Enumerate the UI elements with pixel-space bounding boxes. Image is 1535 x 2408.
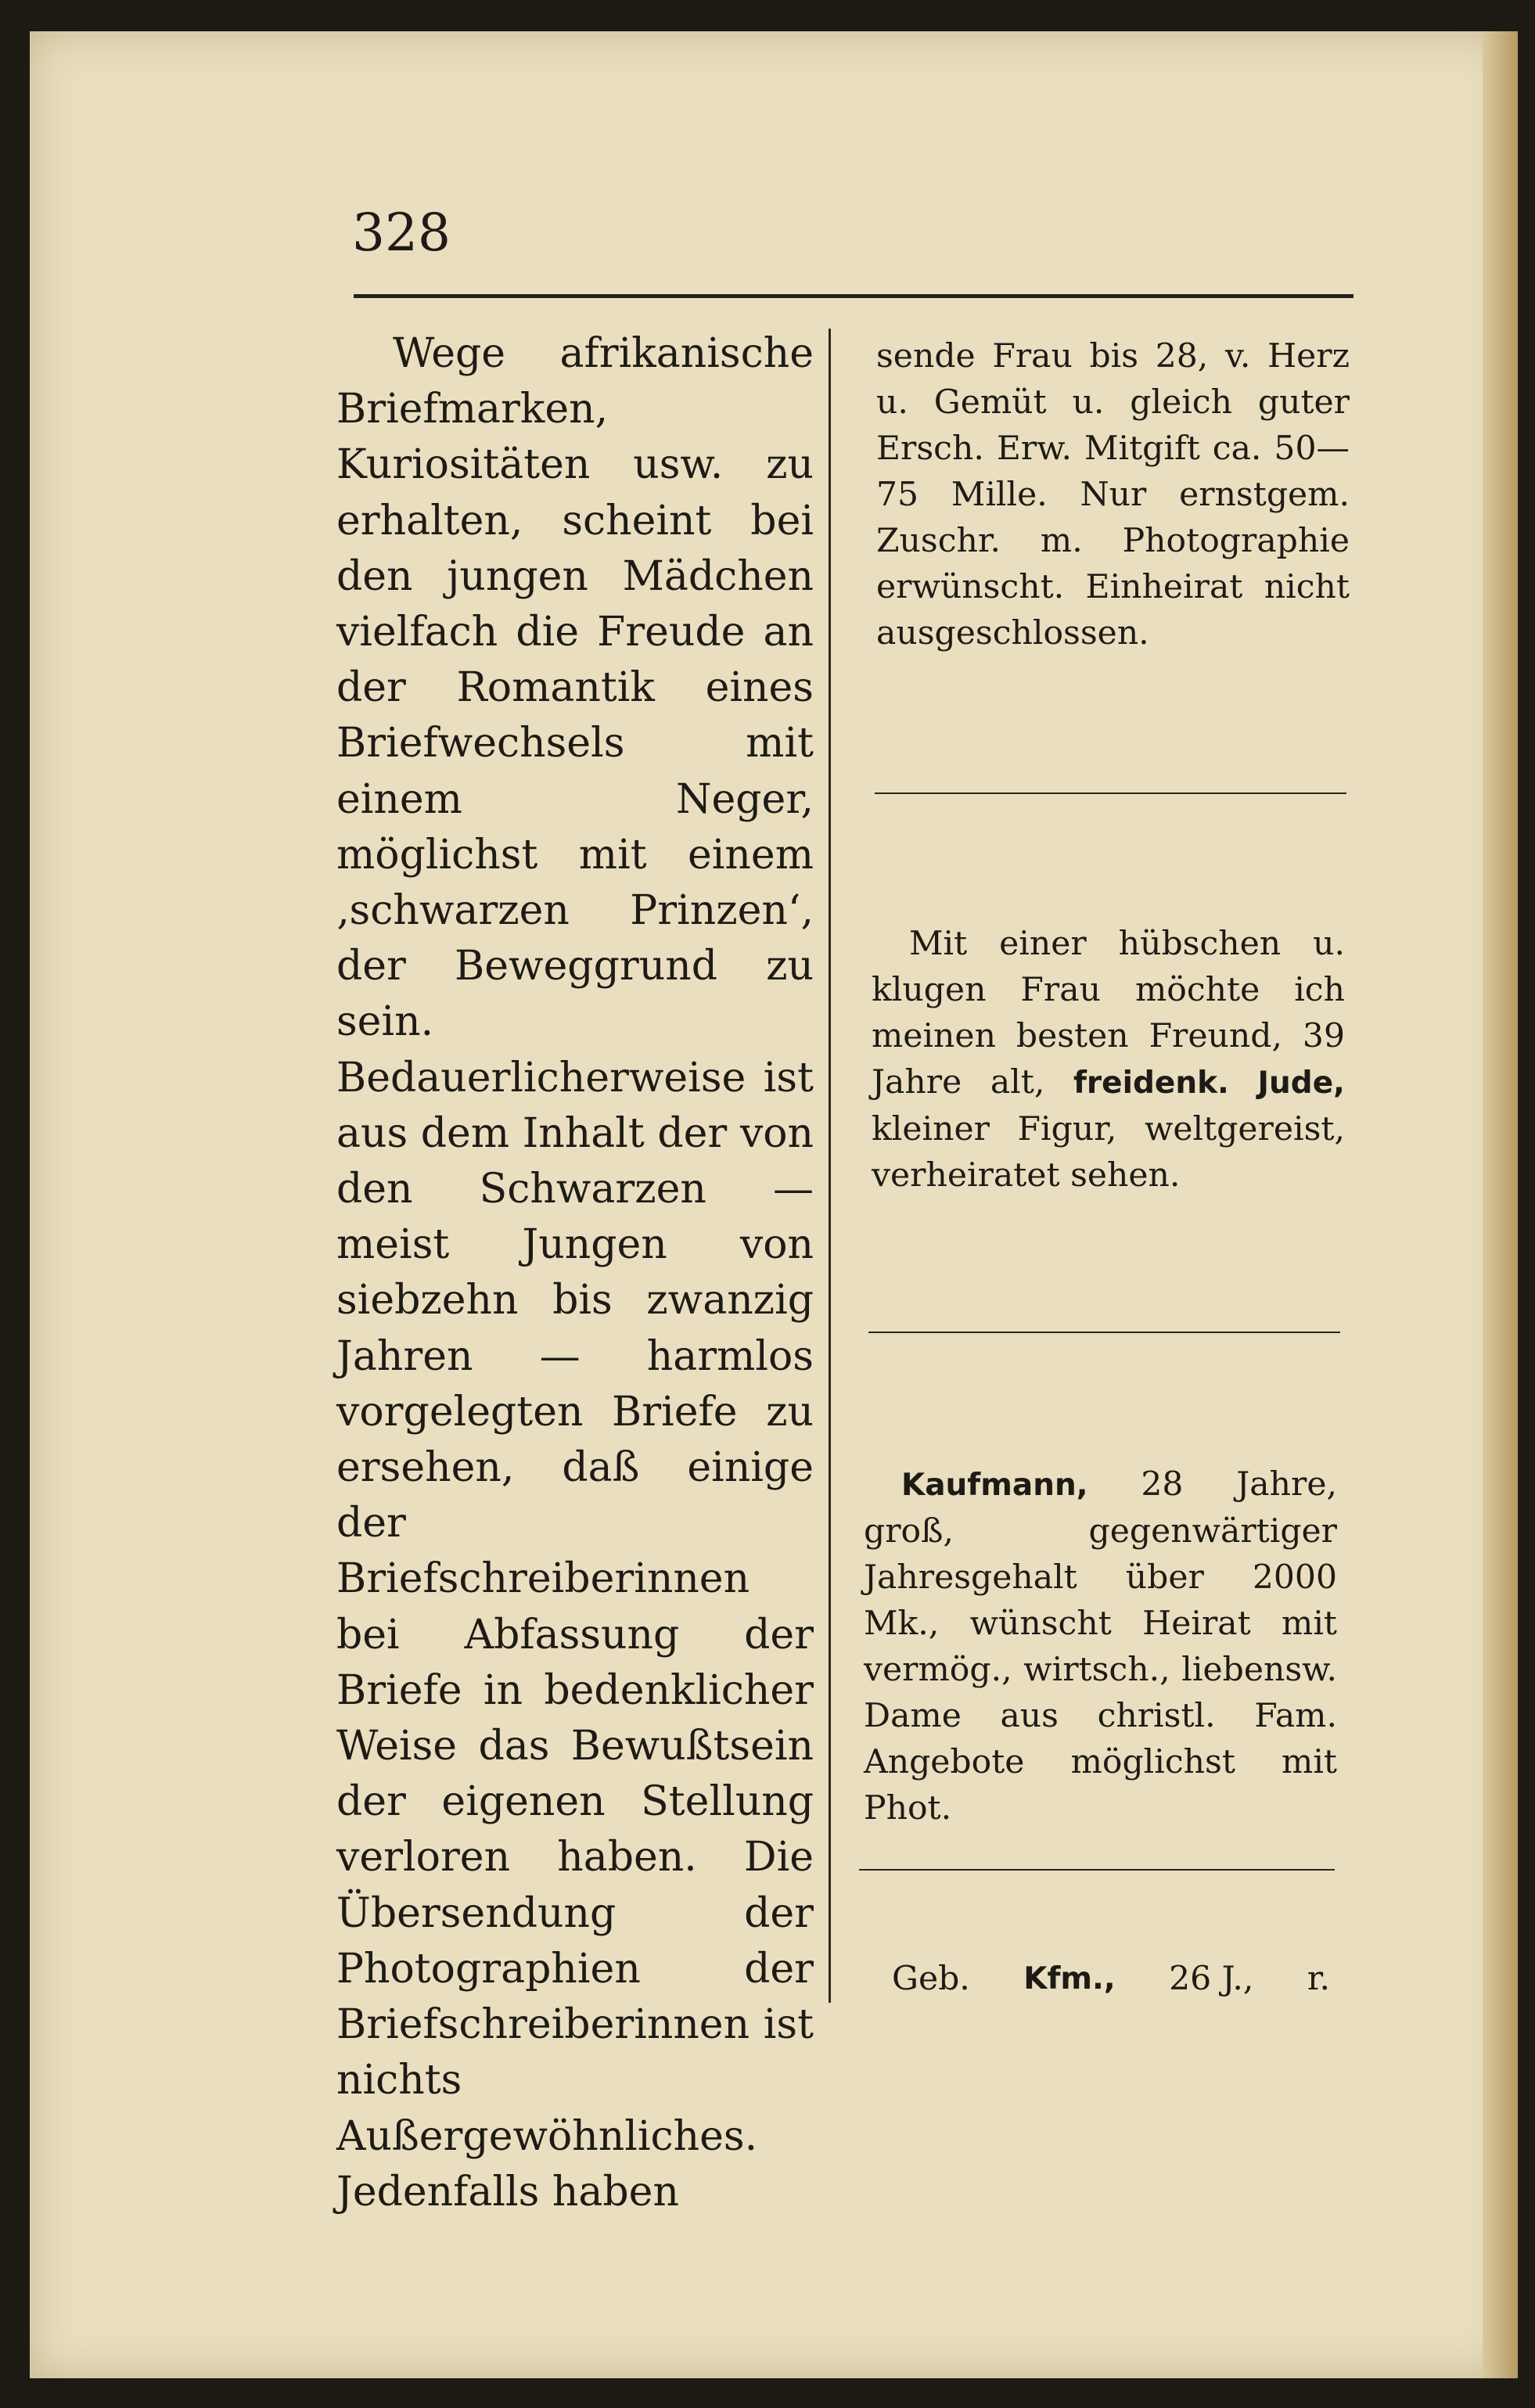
ad-text: r. [1307,1960,1330,1998]
article-paragraph: Wege afrikanische Briefmarken, Kuriositäten usw. zu erhalten, scheint bei den jungen Mädchen vielfach die Freude an der Romantik eines Briefwechsels mit einem Neger, möglichst mit einem ‚schwarzen Prinzen‘, der Beweggrund zu sein. Bedauerlicherweise ist aus dem Inhalt der von den Schwarzen — meist Jungen von siebzehn bis zwanzig Jahren — harmlos vorgelegten Briefe zu ersehen, daß einige der Briefschreiberinnen bei Abfassung der Briefe in bedenklicher Weise das Bewußtsein der eigenen Stellung verloren haben. Die Übersendung der Photographien der Briefschreiberinnen ist nichts Außergewöhnliches. Jedenfalls haben [336,330,814,2216]
ad-bold-text: Kaufmann, [901,1468,1088,1503]
ad-bold-text: Kfm., [1023,1961,1116,1996]
page-number: 328 [352,203,451,263]
personal-ad-3 [864,1461,1337,1831]
ad-separator [868,1332,1340,1333]
ad-bold-text: freidenk. Jude, [1073,1066,1345,1101]
ad-text: 28 Jahre, groß, gegenwärtiger Jahresgehalt über 2000 Mk., wünscht Heirat mit vermög., wirtsch., liebensw. Dame aus christl. Fam. Angebote möglichst mit Phot. [864,1465,1337,1828]
column-divider [829,329,831,2003]
personal-ad-4 [892,1956,1330,2002]
ad-separator [875,792,1346,794]
ad-text: Mit einer hübschen u. klugen Frau möchte ich meinen besten Freund, 39 Jahre alt, [872,925,1345,1102]
ad-text: kleiner Figur, weltgereist, verheiratet sehen. [872,1110,1345,1195]
ad-separator [859,1869,1335,1871]
article-column [336,326,814,2220]
ad-text: 26 J., [1169,1960,1254,1998]
ad-text: Geb. [892,1960,970,1998]
page-edge [1483,31,1518,2378]
personal-ad-1: sende Frau bis 28, v. Herz u. Gemüt u. gleich guter Ersch. Erw. Mitgift ca. 50—75 Mille. Nur ernstgem. Zuschr. m. Photographie erwünscht. Einheirat nicht ausgeschlossen. [876,337,1350,652]
header-rule [354,294,1353,298]
personal-ad-2 [872,921,1345,1199]
